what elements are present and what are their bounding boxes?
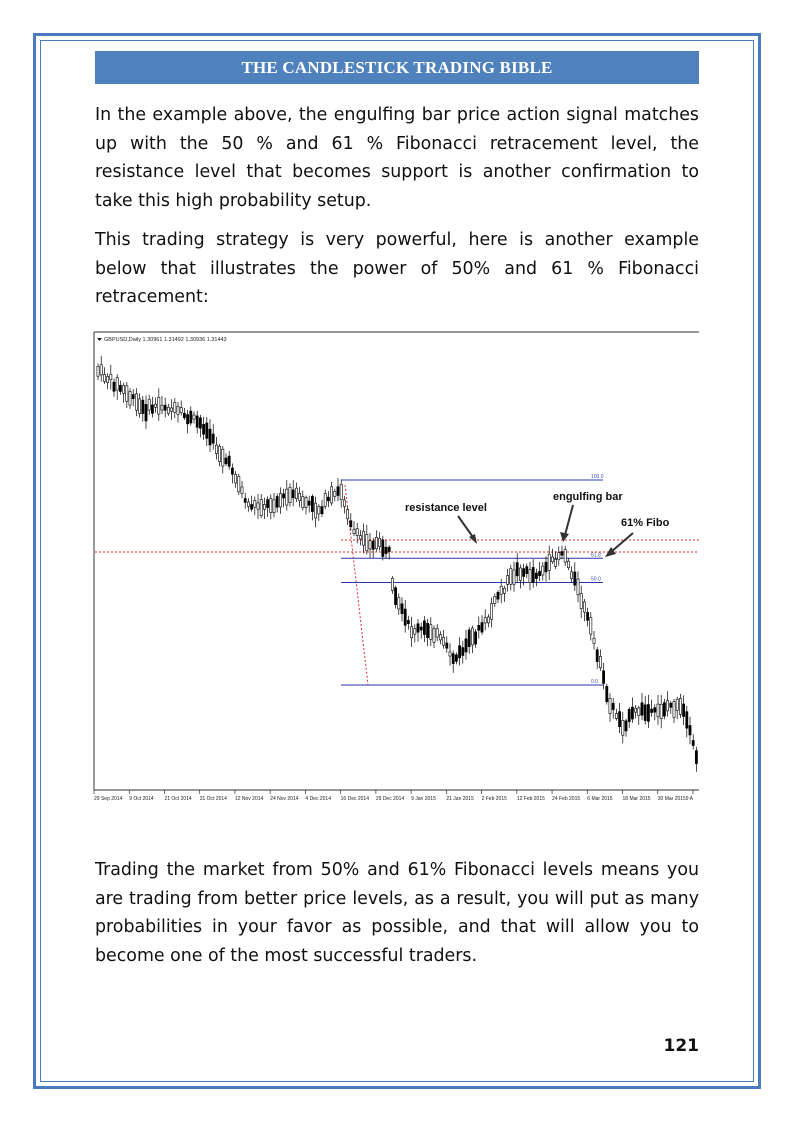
candle-body — [151, 405, 153, 414]
candle-body — [574, 572, 576, 585]
candle-body — [375, 537, 377, 548]
candle-body — [327, 497, 329, 501]
candle-body — [318, 507, 320, 514]
candle-body — [673, 702, 675, 718]
candle-body — [587, 612, 589, 620]
gbpusd-fibonacci-chart — [93, 330, 699, 805]
candle-body — [164, 405, 166, 410]
x-tick-label: 24 Nov 2014 — [270, 796, 299, 802]
candle-body — [593, 638, 595, 643]
candle-body — [356, 528, 358, 535]
candle-body — [126, 386, 128, 401]
candle-body — [206, 423, 208, 438]
candle-body — [577, 579, 579, 595]
candle-body — [391, 578, 393, 590]
fib-level-label: 50.0 — [591, 576, 601, 583]
candle-body — [542, 566, 544, 575]
candle-body — [551, 557, 553, 562]
candle-body — [350, 521, 352, 527]
candle-body — [686, 712, 688, 728]
candle-body — [401, 604, 403, 614]
candle-body — [193, 415, 195, 419]
candle-body — [295, 488, 297, 499]
paragraph-conclusion: Trading the market from 50% and 61% Fibonacci levels means you are trading from better price levels, as a result, you will put as many probabilities in your favor as possible, and that will allow you to become one of the most successful traders. — [95, 860, 699, 966]
fibo-arrow — [611, 533, 633, 552]
candle-body — [305, 498, 307, 508]
x-tick-label: 9 Oct 2014 — [129, 796, 154, 802]
x-tick-label: 12 Nov 2014 — [234, 796, 264, 802]
candle-body — [654, 708, 656, 712]
candle-body — [497, 592, 499, 599]
candle-body — [171, 408, 173, 411]
chart-svg — [93, 330, 699, 805]
candle-body — [545, 562, 547, 572]
candle-body — [251, 504, 253, 509]
candle-body — [148, 399, 150, 410]
candle-body — [279, 494, 281, 507]
candle-body — [331, 487, 333, 503]
x-tick-label: 21 Oct 2014 — [164, 796, 192, 802]
candle-body — [263, 504, 265, 509]
candle-body — [388, 547, 390, 551]
candle-body — [529, 570, 531, 583]
candle-body — [439, 635, 441, 640]
candle-body — [670, 703, 672, 707]
x-tick-label: 24 Feb 2015 — [552, 796, 581, 802]
paragraph-intro: In the example above, the engulfing bar price action signal matches up with the 50 % and 61 % Fibonacci retracement level, the resistance level that becomes support is another confirmation to take this high probability setup. — [95, 105, 699, 211]
x-tick-label: 9 A — [685, 796, 693, 802]
candle-body — [100, 365, 102, 375]
page-number: 121 — [663, 1036, 699, 1056]
candle-body — [446, 643, 448, 648]
candle-body — [494, 596, 496, 603]
candle-body — [683, 704, 685, 717]
candle-body — [417, 624, 419, 632]
candle-body — [535, 573, 537, 579]
candle-body — [382, 540, 384, 557]
candle-body — [657, 704, 659, 717]
candle-body — [324, 493, 326, 506]
candle-body — [363, 531, 365, 545]
x-tick-label: 4 Dec 2014 — [305, 796, 331, 802]
x-tick-label: 29 Dec 2014 — [375, 796, 405, 802]
candle-body — [526, 567, 528, 574]
candle-body — [500, 586, 502, 594]
candle-body — [97, 366, 99, 376]
candle-body — [580, 593, 582, 608]
candle-body — [555, 559, 557, 566]
candle-body — [260, 499, 262, 515]
candle-body — [353, 529, 355, 533]
candle-body — [155, 404, 157, 407]
candle-body — [468, 630, 470, 647]
candle-body — [308, 501, 310, 505]
candle-body — [491, 604, 493, 620]
candle-body — [484, 618, 486, 623]
candle-body — [459, 646, 461, 658]
candle-body — [676, 699, 678, 710]
fib-level-label: 100.0 — [591, 474, 604, 480]
candle-body — [548, 554, 550, 570]
candle-body — [199, 418, 201, 428]
resistance-annotation: resistance level — [405, 502, 487, 514]
candle-body — [635, 708, 637, 712]
candle-body — [644, 705, 646, 721]
candle-body — [615, 714, 617, 719]
resistance-arrow-head — [469, 534, 477, 544]
book-title-header: THE CANDLESTICK TRADING BIBLE — [95, 51, 699, 84]
candle-body — [103, 374, 105, 381]
candle-body — [663, 703, 665, 716]
candle-body — [158, 397, 160, 414]
candle-body — [455, 655, 457, 661]
candle-body — [651, 709, 653, 712]
candle-body — [135, 394, 137, 410]
x-tick-label: 9 Jan 2015 — [411, 796, 436, 802]
candle-body — [302, 497, 304, 508]
candle-body — [523, 569, 525, 577]
candle-body — [289, 487, 291, 502]
candle-body — [116, 378, 118, 390]
candle-body — [270, 499, 272, 513]
candle-body — [561, 552, 563, 556]
candle-body — [481, 623, 483, 633]
x-tick-label: 29 Sep 2014 — [94, 796, 123, 802]
candle-body — [452, 654, 454, 664]
candle-body — [129, 391, 131, 405]
candle-body — [398, 597, 400, 609]
x-tick-label: 16 Dec 2014 — [340, 796, 370, 802]
candle-body — [337, 487, 339, 496]
candle-body — [503, 588, 505, 593]
candle-body — [590, 618, 592, 635]
candle-body — [449, 652, 451, 656]
candle-body — [539, 571, 541, 575]
x-tick-label: 12 Feb 2015 — [516, 796, 545, 802]
candle-body — [567, 561, 569, 568]
candle-body — [283, 494, 285, 498]
candle-body — [420, 627, 422, 630]
candle-body — [519, 568, 521, 580]
candle-body — [315, 503, 317, 518]
candle-body — [465, 639, 467, 652]
candle-body — [334, 491, 336, 496]
candle-body — [532, 567, 534, 582]
x-tick-label: 30 Mar 2015 — [657, 796, 686, 802]
candle-body — [203, 424, 205, 434]
candle-body — [183, 413, 185, 418]
x-tick-label: 18 Mar 2015 — [622, 796, 651, 802]
candle-body — [628, 709, 630, 721]
candle-body — [222, 449, 224, 466]
candle-body — [190, 411, 192, 423]
candle-body — [641, 703, 643, 715]
candle-body — [423, 621, 425, 635]
fib-level-label: 0.0 — [591, 679, 598, 685]
candle-body — [359, 536, 361, 539]
candle-body — [366, 534, 368, 551]
candle-body — [625, 721, 627, 731]
paragraph-strategy: This trading strategy is very powerful, here is another example below that illustrates the power of 50% and 61 % Fibonacci retracement: — [95, 230, 699, 307]
candle-body — [142, 400, 144, 413]
candle-body — [660, 704, 662, 718]
candle-body — [257, 503, 259, 509]
candle-body — [564, 550, 566, 562]
candle-body — [411, 627, 413, 638]
candle-body — [139, 399, 141, 414]
candle-body — [679, 698, 681, 714]
candle-body — [695, 751, 697, 764]
candle-body — [343, 500, 345, 507]
candle-body — [471, 628, 473, 645]
candle-body — [254, 500, 256, 507]
candle-body — [228, 456, 230, 466]
candle-body — [132, 394, 134, 398]
candle-body — [647, 704, 649, 721]
candle-body — [558, 553, 560, 560]
candle-body — [238, 476, 240, 492]
candle-body — [462, 648, 464, 656]
candle-body — [436, 629, 438, 637]
candle-body — [603, 671, 605, 684]
candle-body — [107, 376, 109, 382]
candle-body — [475, 632, 477, 644]
candle-body — [231, 468, 233, 474]
candle-body — [609, 698, 611, 713]
candle-body — [299, 493, 301, 500]
candle-body — [583, 602, 585, 612]
candle-body — [219, 446, 221, 461]
engulfing-arrow — [565, 505, 573, 535]
candle-body — [478, 625, 480, 630]
candle-body — [369, 541, 371, 549]
x-tick-label: 31 Oct 2014 — [199, 796, 227, 802]
candle-body — [196, 416, 198, 427]
candle-body — [638, 708, 640, 716]
candle-body — [177, 406, 179, 414]
candle-body — [385, 547, 387, 553]
candle-body — [619, 712, 621, 727]
fibo-annotation: 61% Fibo — [621, 517, 670, 529]
candle-body — [631, 707, 633, 719]
candle-body — [372, 541, 374, 549]
candle-body — [174, 402, 176, 412]
candle-body — [247, 502, 249, 506]
candle-body — [286, 489, 288, 505]
candle-body — [180, 407, 182, 412]
x-tick-label: 6 Mar 2015 — [587, 796, 613, 802]
candle-body — [145, 404, 147, 421]
x-tick-label: 2 Feb 2015 — [481, 796, 507, 802]
candle-body — [212, 434, 214, 443]
candle-body — [571, 572, 573, 579]
candle-body — [161, 405, 163, 410]
candle-body — [427, 623, 429, 637]
symbol-label: GBPUSD,Daily 1.30961 1.31492 1.30936 1.31443 — [104, 337, 227, 343]
candle-body — [379, 538, 381, 546]
candle-body — [244, 498, 246, 502]
candle-body — [167, 407, 169, 413]
candle-body — [612, 703, 614, 709]
candle-body — [267, 500, 269, 508]
candle-body — [689, 725, 691, 734]
candle-body — [433, 628, 435, 642]
candle-body — [510, 568, 512, 584]
candle-body — [622, 720, 624, 735]
candle-body — [276, 496, 278, 507]
candle-body — [667, 700, 669, 711]
candle-body — [443, 637, 445, 645]
candle-body — [414, 629, 416, 634]
candle-body — [692, 741, 694, 746]
candle-body — [123, 385, 125, 393]
fib-level-label: 61.8 — [591, 552, 601, 559]
candle-body — [407, 620, 409, 623]
candle-body — [596, 650, 598, 662]
candle-body — [292, 490, 294, 498]
dropdown-triangle-icon — [97, 338, 102, 341]
candle-body — [404, 609, 406, 625]
candle-body — [209, 429, 211, 445]
candle-body — [606, 686, 608, 701]
candle-body — [599, 656, 601, 667]
candle-body — [225, 458, 227, 464]
engulfing-annotation: engulfing bar — [553, 491, 623, 503]
candle-body — [516, 563, 518, 576]
candle-body — [347, 509, 349, 518]
candle-body — [513, 570, 515, 584]
candle-body — [110, 374, 112, 379]
x-tick-label: 21 Jan 2015 — [446, 796, 474, 802]
candle-body — [507, 575, 509, 584]
candle-body — [215, 445, 217, 453]
candle-body — [430, 625, 432, 640]
candle-body — [119, 385, 121, 391]
candle-body — [311, 496, 313, 511]
candle-body — [340, 484, 342, 499]
candle-body — [395, 588, 397, 605]
candle-body — [187, 415, 189, 424]
candle-body — [113, 382, 115, 391]
candle-body — [235, 474, 237, 483]
candle-body — [273, 500, 275, 513]
candle-body — [487, 617, 489, 623]
candle-body — [241, 487, 243, 494]
candle-body — [321, 507, 323, 514]
